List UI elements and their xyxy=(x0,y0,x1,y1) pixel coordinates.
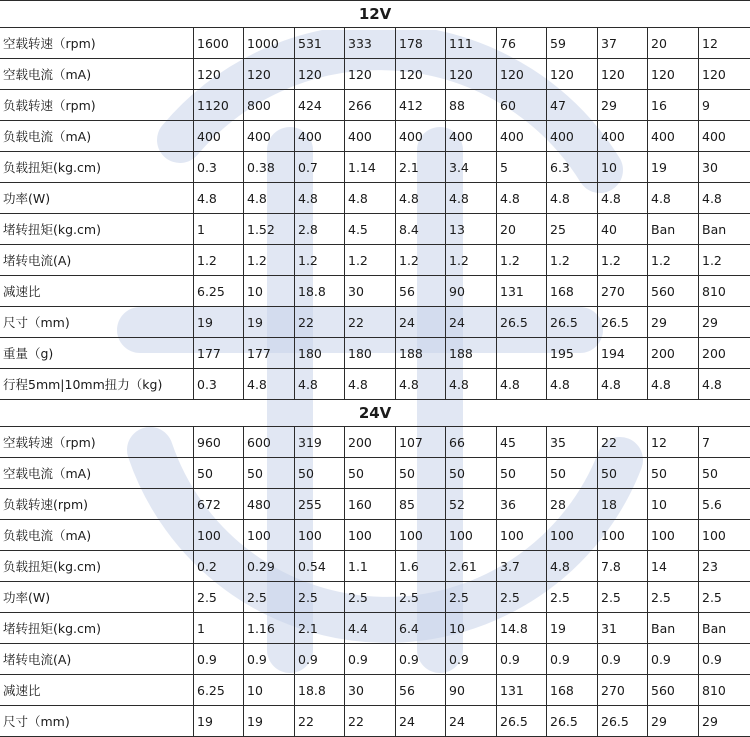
table-cell: 1.2 xyxy=(446,245,497,276)
table-cell: 0.3 xyxy=(194,369,244,400)
table-cell: 2.5 xyxy=(396,582,446,613)
table-cell: 4.8 xyxy=(648,183,699,214)
table-cell: 1000 xyxy=(244,28,295,59)
table-cell: 960 xyxy=(194,427,244,458)
table-cell: 8.4 xyxy=(396,214,446,245)
table-cell: 120 xyxy=(244,59,295,90)
table-cell: 29 xyxy=(699,307,750,338)
table-cell: 50 xyxy=(295,458,345,489)
table-row xyxy=(0,276,750,307)
table-cell: 0.2 xyxy=(194,551,244,582)
table-cell: 37 xyxy=(598,28,648,59)
row-label: 负载电流（mA) xyxy=(0,520,194,551)
table-cell: 66 xyxy=(446,427,497,458)
table-cell: 26.5 xyxy=(598,307,648,338)
table-cell: 400 xyxy=(295,121,345,152)
table-cell: 4.8 xyxy=(295,183,345,214)
table-cell: 400 xyxy=(446,121,497,152)
table-row xyxy=(0,675,750,706)
table-cell: 5 xyxy=(497,152,547,183)
table-cell: 100 xyxy=(244,520,295,551)
table-row xyxy=(0,245,750,276)
row-label: 负载扭矩(kg.cm) xyxy=(0,152,194,183)
table-cell: 3.4 xyxy=(446,152,497,183)
row-label: 重量（g) xyxy=(0,338,194,369)
table-cell: 56 xyxy=(396,675,446,706)
table-cell: 50 xyxy=(598,458,648,489)
table-cell: 600 xyxy=(244,427,295,458)
table-cell: 120 xyxy=(446,59,497,90)
table-cell: 52 xyxy=(446,489,497,520)
table-cell: 0.9 xyxy=(244,644,295,675)
table-cell: 50 xyxy=(396,458,446,489)
table-cell: 22 xyxy=(598,427,648,458)
table-cell: 60 xyxy=(497,90,547,121)
row-label: 功率(W) xyxy=(0,183,194,214)
row-label: 堵转电流(A) xyxy=(0,245,194,276)
table-cell: 0.9 xyxy=(699,644,750,675)
table-cell: 270 xyxy=(598,675,648,706)
section-header xyxy=(0,400,750,427)
table-cell: 1.16 xyxy=(244,613,295,644)
table-cell: 26.5 xyxy=(598,706,648,737)
table-cell: 29 xyxy=(699,706,750,737)
table-cell: 30 xyxy=(345,675,396,706)
row-label: 负载扭矩(kg.cm) xyxy=(0,551,194,582)
table-cell: 90 xyxy=(446,276,497,307)
table-cell: 100 xyxy=(295,520,345,551)
table-cell: 9 xyxy=(699,90,750,121)
table-cell: 4.8 xyxy=(598,183,648,214)
table-cell: 50 xyxy=(648,458,699,489)
table-cell: 26.5 xyxy=(497,706,547,737)
table-cell: 5.6 xyxy=(699,489,750,520)
table-cell: 12 xyxy=(699,28,750,59)
table-cell xyxy=(497,338,547,369)
table-row xyxy=(0,427,750,458)
table-cell: 18 xyxy=(598,489,648,520)
table-cell: 1.2 xyxy=(497,245,547,276)
table-cell: 20 xyxy=(497,214,547,245)
table-cell: 4.8 xyxy=(396,183,446,214)
table-cell: 531 xyxy=(295,28,345,59)
table-cell: 2.5 xyxy=(194,582,244,613)
section-header xyxy=(0,1,750,28)
table-cell: 0.38 xyxy=(244,152,295,183)
table-cell: 120 xyxy=(598,59,648,90)
row-label: 负载电流（mA) xyxy=(0,121,194,152)
table-cell: 1.2 xyxy=(547,245,598,276)
table-cell: 100 xyxy=(648,520,699,551)
table-cell: 200 xyxy=(648,338,699,369)
table-cell: 2.5 xyxy=(446,582,497,613)
table-cell: 6.25 xyxy=(194,276,244,307)
table-cell: 319 xyxy=(295,427,345,458)
table-cell: 1 xyxy=(194,214,244,245)
table-cell: 76 xyxy=(497,28,547,59)
table-cell: 6.4 xyxy=(396,613,446,644)
table-cell: 0.9 xyxy=(497,644,547,675)
table-cell: 107 xyxy=(396,427,446,458)
table-cell: 88 xyxy=(446,90,497,121)
table-cell: 47 xyxy=(547,90,598,121)
table-cell: 2.8 xyxy=(295,214,345,245)
table-cell: 4.8 xyxy=(446,183,497,214)
table-cell: 2.1 xyxy=(396,152,446,183)
table-cell: 1.14 xyxy=(345,152,396,183)
table-cell: 0.29 xyxy=(244,551,295,582)
table-cell: 0.9 xyxy=(446,644,497,675)
table-cell: 0.9 xyxy=(295,644,345,675)
row-label: 行程5mm|10mm扭力（kg) xyxy=(0,369,194,400)
table-cell: 31 xyxy=(598,613,648,644)
table-cell: 100 xyxy=(194,520,244,551)
table-cell: 25 xyxy=(547,214,598,245)
table-cell: 35 xyxy=(547,427,598,458)
table-cell: 200 xyxy=(699,338,750,369)
table-cell: 400 xyxy=(699,121,750,152)
table-cell: 0.9 xyxy=(345,644,396,675)
row-label: 空载转速（rpm) xyxy=(0,427,194,458)
table-cell: 18.8 xyxy=(295,675,345,706)
table-cell: 1.1 xyxy=(345,551,396,582)
table-cell: 194 xyxy=(598,338,648,369)
table-cell: 1 xyxy=(194,613,244,644)
table-cell: 50 xyxy=(244,458,295,489)
table-row xyxy=(0,520,750,551)
row-label: 堵转电流(A) xyxy=(0,644,194,675)
table-cell: Ban xyxy=(648,214,699,245)
table-cell: 19 xyxy=(244,307,295,338)
table-cell: 160 xyxy=(345,489,396,520)
table-cell: 2.5 xyxy=(547,582,598,613)
table-cell: 24 xyxy=(396,307,446,338)
table-cell: 4.8 xyxy=(598,369,648,400)
table-cell: 100 xyxy=(598,520,648,551)
table-cell: 100 xyxy=(699,520,750,551)
table-row xyxy=(0,307,750,338)
table-cell: 10 xyxy=(648,489,699,520)
table-cell: 800 xyxy=(244,90,295,121)
table-cell: 4.8 xyxy=(547,369,598,400)
table-row xyxy=(0,183,750,214)
table-cell: 14.8 xyxy=(497,613,547,644)
table-row xyxy=(0,489,750,520)
table-cell: 19 xyxy=(194,706,244,737)
table-cell: 1.2 xyxy=(295,245,345,276)
table-cell: 400 xyxy=(345,121,396,152)
table-cell: 200 xyxy=(345,427,396,458)
row-label: 负载转速（rpm) xyxy=(0,90,194,121)
table-cell: 111 xyxy=(446,28,497,59)
table-cell: 1.2 xyxy=(396,245,446,276)
table-cell: 4.8 xyxy=(547,551,598,582)
row-label: 减速比 xyxy=(0,276,194,307)
table-cell: 270 xyxy=(598,276,648,307)
table-cell: 131 xyxy=(497,675,547,706)
table-cell: 1.2 xyxy=(194,245,244,276)
table-cell: 188 xyxy=(396,338,446,369)
table-cell: 36 xyxy=(497,489,547,520)
table-cell: 100 xyxy=(497,520,547,551)
table-cell: 20 xyxy=(648,28,699,59)
table-cell: 3.7 xyxy=(497,551,547,582)
table-cell: 4.5 xyxy=(345,214,396,245)
table-cell: 10 xyxy=(446,613,497,644)
table-row xyxy=(0,582,750,613)
table-cell: 22 xyxy=(295,706,345,737)
table-cell: 400 xyxy=(244,121,295,152)
table-cell: 4.8 xyxy=(345,369,396,400)
table-cell: 16 xyxy=(648,90,699,121)
table-cell: 1.2 xyxy=(244,245,295,276)
section-title: 24V xyxy=(0,400,750,427)
table-cell: 2.5 xyxy=(345,582,396,613)
table-cell: 26.5 xyxy=(547,706,598,737)
table-row xyxy=(0,369,750,400)
table-cell: 10 xyxy=(244,675,295,706)
table-cell: 14 xyxy=(648,551,699,582)
table-cell: 120 xyxy=(547,59,598,90)
table-cell: 29 xyxy=(598,90,648,121)
table-cell: 26.5 xyxy=(547,307,598,338)
table-cell: 255 xyxy=(295,489,345,520)
table-cell: 4.8 xyxy=(547,183,598,214)
table-cell: 2.61 xyxy=(446,551,497,582)
row-label: 空载电流（mA) xyxy=(0,59,194,90)
table-row xyxy=(0,644,750,675)
table-cell: 50 xyxy=(345,458,396,489)
table-cell: 168 xyxy=(547,276,598,307)
table-cell: 180 xyxy=(345,338,396,369)
table-cell: 22 xyxy=(345,706,396,737)
table-row xyxy=(0,706,750,737)
table-cell: 28 xyxy=(547,489,598,520)
table-cell: 480 xyxy=(244,489,295,520)
table-cell: 4.8 xyxy=(345,183,396,214)
table-cell: Ban xyxy=(699,613,750,644)
row-label: 负载转速(rpm) xyxy=(0,489,194,520)
table-row xyxy=(0,458,750,489)
table-cell: 120 xyxy=(295,59,345,90)
table-cell: 10 xyxy=(598,152,648,183)
table-cell: 0.9 xyxy=(396,644,446,675)
table-cell: 1600 xyxy=(194,28,244,59)
table-cell: 333 xyxy=(345,28,396,59)
table-cell: 45 xyxy=(497,427,547,458)
table-cell: 400 xyxy=(547,121,598,152)
table-cell: 672 xyxy=(194,489,244,520)
table-cell: 4.8 xyxy=(497,369,547,400)
table-cell: 0.9 xyxy=(194,644,244,675)
table-row xyxy=(0,152,750,183)
table-cell: 19 xyxy=(194,307,244,338)
table-cell: 560 xyxy=(648,276,699,307)
table-cell: 168 xyxy=(547,675,598,706)
table-cell: 13 xyxy=(446,214,497,245)
table-cell: 24 xyxy=(446,706,497,737)
table-cell: 1120 xyxy=(194,90,244,121)
table-cell: 10 xyxy=(244,276,295,307)
table-cell: 0.7 xyxy=(295,152,345,183)
table-cell: 120 xyxy=(194,59,244,90)
table-row xyxy=(0,613,750,644)
table-cell: 2.5 xyxy=(497,582,547,613)
table-cell: 0.9 xyxy=(648,644,699,675)
table-cell: 178 xyxy=(396,28,446,59)
table-cell: 2.5 xyxy=(295,582,345,613)
table-cell: 4.4 xyxy=(345,613,396,644)
table-cell: 120 xyxy=(648,59,699,90)
table-cell: 19 xyxy=(244,706,295,737)
row-label: 空载电流（mA) xyxy=(0,458,194,489)
table-row xyxy=(0,28,750,59)
table-cell: 4.8 xyxy=(194,183,244,214)
table-cell: 30 xyxy=(699,152,750,183)
table-cell: 4.8 xyxy=(699,183,750,214)
table-cell: 180 xyxy=(295,338,345,369)
table-cell: 40 xyxy=(598,214,648,245)
table-cell: 177 xyxy=(244,338,295,369)
table-cell: 0.3 xyxy=(194,152,244,183)
row-label: 空载转速（rpm) xyxy=(0,28,194,59)
table-cell: 2.5 xyxy=(699,582,750,613)
table-cell: 120 xyxy=(497,59,547,90)
table-cell: 4.8 xyxy=(244,369,295,400)
row-label: 减速比 xyxy=(0,675,194,706)
table-cell: 7.8 xyxy=(598,551,648,582)
table-cell: 177 xyxy=(194,338,244,369)
table-cell: 131 xyxy=(497,276,547,307)
table-cell: 1.2 xyxy=(699,245,750,276)
table-cell: 30 xyxy=(345,276,396,307)
table-cell: 19 xyxy=(547,613,598,644)
table-cell: 400 xyxy=(194,121,244,152)
table-cell: 56 xyxy=(396,276,446,307)
table-row xyxy=(0,214,750,245)
table-cell: 18.8 xyxy=(295,276,345,307)
table-cell: 0.54 xyxy=(295,551,345,582)
table-cell: 1.2 xyxy=(648,245,699,276)
row-label: 功率(W) xyxy=(0,582,194,613)
table-cell: 4.8 xyxy=(244,183,295,214)
table-cell: 120 xyxy=(396,59,446,90)
table-cell: 26.5 xyxy=(497,307,547,338)
table-cell: 2.1 xyxy=(295,613,345,644)
table-cell: 1.2 xyxy=(598,245,648,276)
table-cell: 400 xyxy=(396,121,446,152)
table-cell: 4.8 xyxy=(648,369,699,400)
table-cell: 4.8 xyxy=(699,369,750,400)
table-cell: 1.6 xyxy=(396,551,446,582)
table-cell: 0.9 xyxy=(598,644,648,675)
table-cell: Ban xyxy=(699,214,750,245)
table-cell: 4.8 xyxy=(396,369,446,400)
table-cell: 29 xyxy=(648,706,699,737)
table-cell: 6.3 xyxy=(547,152,598,183)
section-title: 12V xyxy=(0,1,750,28)
table-row xyxy=(0,551,750,582)
table-cell: 266 xyxy=(345,90,396,121)
table-cell: 810 xyxy=(699,675,750,706)
table-cell: 120 xyxy=(345,59,396,90)
table-cell: 12 xyxy=(648,427,699,458)
table-cell: 100 xyxy=(345,520,396,551)
row-label: 尺寸（mm) xyxy=(0,706,194,737)
table-cell: 412 xyxy=(396,90,446,121)
table-cell: 810 xyxy=(699,276,750,307)
row-label: 堵转扭矩(kg.cm) xyxy=(0,214,194,245)
table-cell: 23 xyxy=(699,551,750,582)
table-cell: 2.5 xyxy=(244,582,295,613)
table-cell: 2.5 xyxy=(598,582,648,613)
table-cell: 2.5 xyxy=(648,582,699,613)
table-row xyxy=(0,59,750,90)
table-row xyxy=(0,338,750,369)
table-cell: 400 xyxy=(648,121,699,152)
table-cell: 188 xyxy=(446,338,497,369)
table-cell: 100 xyxy=(547,520,598,551)
table-cell: 59 xyxy=(547,28,598,59)
table-cell: 90 xyxy=(446,675,497,706)
table-cell: 120 xyxy=(699,59,750,90)
table-cell: 1.52 xyxy=(244,214,295,245)
table-cell: 4.8 xyxy=(446,369,497,400)
table-cell: 100 xyxy=(396,520,446,551)
table-cell: 22 xyxy=(345,307,396,338)
table-cell: 29 xyxy=(648,307,699,338)
table-cell: 400 xyxy=(497,121,547,152)
table-cell: 85 xyxy=(396,489,446,520)
table-cell: 50 xyxy=(194,458,244,489)
row-label: 尺寸（mm) xyxy=(0,307,194,338)
table-cell: 50 xyxy=(497,458,547,489)
table-cell: 19 xyxy=(648,152,699,183)
table-cell: 4.8 xyxy=(295,369,345,400)
table-cell: 400 xyxy=(598,121,648,152)
table-cell: 24 xyxy=(396,706,446,737)
table-cell: 22 xyxy=(295,307,345,338)
table-cell: 100 xyxy=(446,520,497,551)
table-cell: Ban xyxy=(648,613,699,644)
table-cell: 50 xyxy=(547,458,598,489)
table-cell: 424 xyxy=(295,90,345,121)
table-cell: 1.2 xyxy=(345,245,396,276)
row-label: 堵转扭矩(kg.cm) xyxy=(0,613,194,644)
table-row xyxy=(0,121,750,152)
table-cell: 195 xyxy=(547,338,598,369)
table-cell: 50 xyxy=(699,458,750,489)
table-cell: 0.9 xyxy=(547,644,598,675)
table-cell: 7 xyxy=(699,427,750,458)
table-cell: 24 xyxy=(446,307,497,338)
table-cell: 50 xyxy=(446,458,497,489)
table-row xyxy=(0,90,750,121)
table-cell: 4.8 xyxy=(497,183,547,214)
table-cell: 6.25 xyxy=(194,675,244,706)
table-cell: 560 xyxy=(648,675,699,706)
